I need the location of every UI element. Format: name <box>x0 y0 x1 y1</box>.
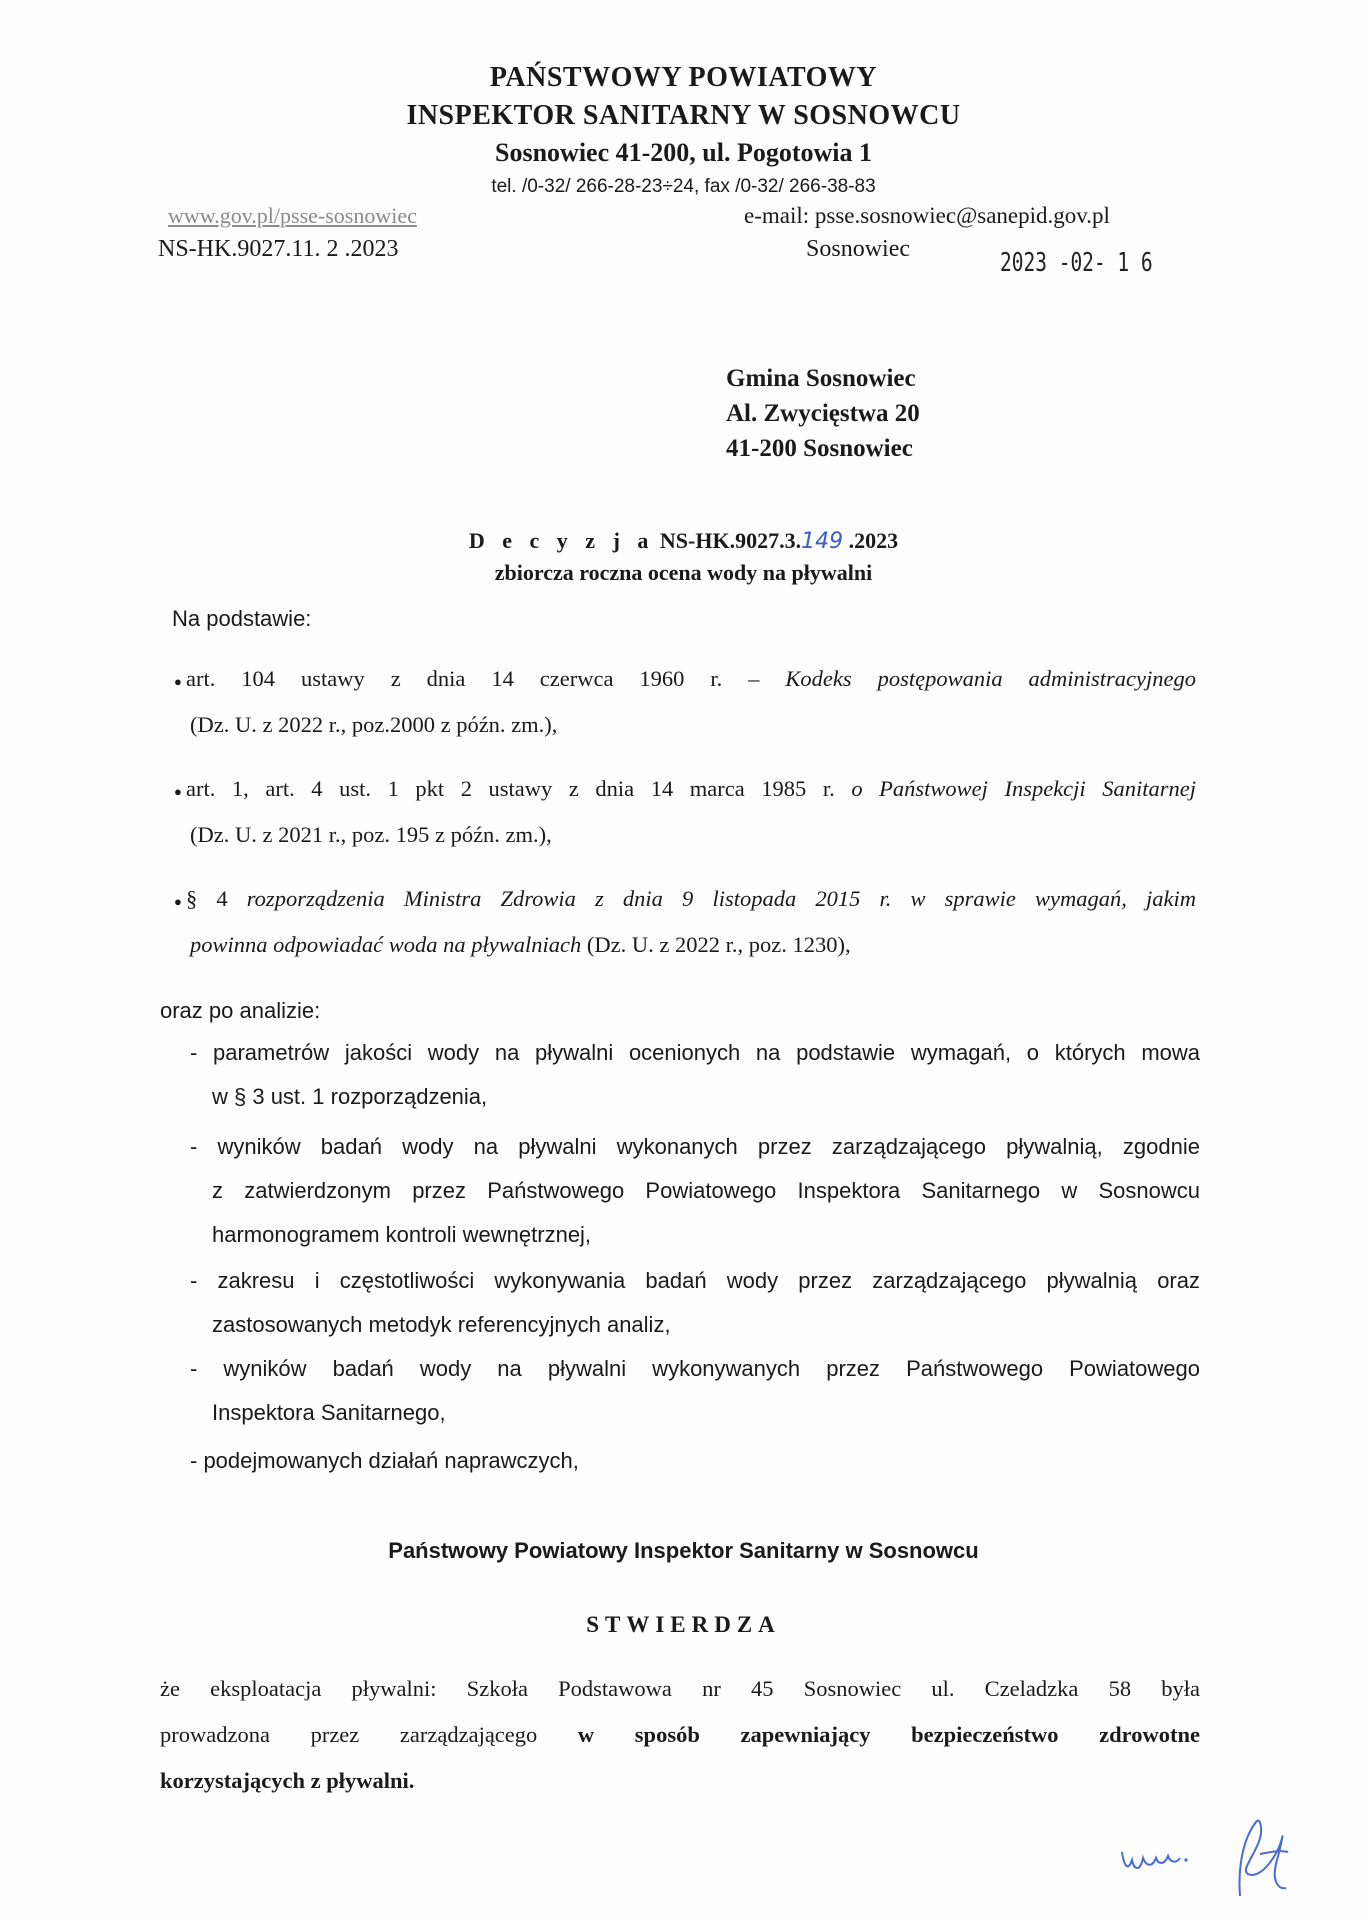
decision-number-suffix: .2023 <box>848 528 899 553</box>
conclusion-line1: że eksploatacja pływalni: Szkoła Podstawowa nr 45 Sosnowiec ul. Czeladzka 58 była <box>160 1676 1200 1701</box>
analysis-item-1: - parametrów jakości wody na pływalni ocenionych na podstawie wymagań, o których mowa <box>190 1040 1200 1065</box>
decision-number-handwritten: 149 <box>801 529 844 554</box>
analysis-item-2-cont2: harmonogramem kontroli wewnętrznej, <box>212 1222 592 1247</box>
analysis-intro: oraz po analizie: <box>160 998 321 1023</box>
case-reference: NS-HK.9027.11. 2 .2023 <box>158 236 399 262</box>
analysis-item-4: - wyników badań wody na pływalni wykonywanych przez Państwowego Powiatowego <box>190 1356 1200 1381</box>
office-email: e-mail: psse.sosnowiec@sanepid.gov.pl <box>744 203 1110 228</box>
analysis-item-4-cont: Inspektora Sanitarnego, <box>212 1400 446 1425</box>
decision-word: D e c y z j a <box>468 528 655 553</box>
analysis-item-5: - podejmowanych działań naprawczych, <box>190 1448 579 1473</box>
analysis-item-2: - wyników badań wody na pływalni wykonanych przez zarządzającego pływalnią, zgodnie <box>190 1134 1200 1159</box>
authority-name: Państwowy Powiatowy Inspektor Sanitarny w Sosnowcu <box>388 1538 979 1563</box>
bullet-icon: ● <box>174 784 182 799</box>
basis-item-2-source: (Dz. U. z 2021 r., poz. 195 z późn. zm.), <box>190 822 552 847</box>
office-title-line2: INSPEKTOR SANITARNY W SOSNOWCU <box>406 100 961 131</box>
basis-item-3: § 4 rozporządzenia Ministra Zdrowia z dnia 9 listopada 2015 r. w sprawie wymagań, jakim <box>186 886 1196 911</box>
basis-item-1-source: (Dz. U. z 2022 r., poz.2000 z późn. zm.), <box>190 712 558 737</box>
basis-item-3-source: powinna odpowiadać woda na pływalniach (Dz. U. z 2022 r., poz. 1230), <box>190 932 851 957</box>
analysis-item-1-cont: w § 3 ust. 1 rozporządzenia, <box>212 1084 488 1109</box>
office-address: Sosnowiec 41-200, ul. Pogotowia 1 <box>495 138 872 167</box>
website-link[interactable]: www.gov.pl/psse-sosnowiec <box>168 203 417 228</box>
addressee-street: Al. Zwycięstwa 20 <box>726 400 920 427</box>
bullet-icon: ● <box>174 674 182 689</box>
decision-title <box>0 528 1367 554</box>
addressee-city: 41-200 Sosnowiec <box>726 435 913 462</box>
analysis-item-3: - zakresu i częstotliwości wykonywania badań wody przez zarządzającego pływalnią oraz <box>190 1268 1200 1293</box>
handwritten-signature <box>1110 1800 1330 1910</box>
decision-subtitle: zbiorcza roczna ocena wody na pływalni <box>494 560 873 585</box>
date-stamp: 2023 -02- 1 6 <box>1000 248 1153 278</box>
basis-item-1: art. 104 ustawy z dnia 14 czerwca 1960 r. – Kodeks postępowania administracyjnego <box>186 666 1197 691</box>
office-title-line1: PAŃSTWOWY POWIATOWY <box>489 62 878 93</box>
basis-intro: Na podstawie: <box>172 606 312 631</box>
decision-number-prefix: NS-HK.9027.3. <box>659 528 802 553</box>
office-contact: tel. /0-32/ 266-28-23÷24, fax /0-32/ 266-38-83 <box>491 176 876 197</box>
analysis-item-2-cont: z zatwierdzonym przez Państwowego Powiatowego Inspektora Sanitarnego w Sosnowcu <box>212 1178 1200 1203</box>
analysis-item-3-cont: zastosowanych metodyk referencyjnych analiz, <box>212 1312 671 1337</box>
place-of-issue: Sosnowiec <box>806 236 910 262</box>
bullet-icon: ● <box>174 894 182 909</box>
basis-item-2: art. 1, art. 4 ust. 1 pkt 2 ustawy z dnia 14 marca 1985 r. o Państwowej Inspekcji Sanitarnej <box>186 776 1196 801</box>
verdict-heading: STWIERDZA <box>586 1612 781 1637</box>
conclusion-line3: korzystających z pływalni. <box>160 1768 415 1793</box>
addressee-name: Gmina Sosnowiec <box>726 365 916 392</box>
conclusion-line2: prowadzona przez zarządzającego w sposób zapewniający bezpieczeństwo zdrowotne <box>160 1722 1200 1747</box>
